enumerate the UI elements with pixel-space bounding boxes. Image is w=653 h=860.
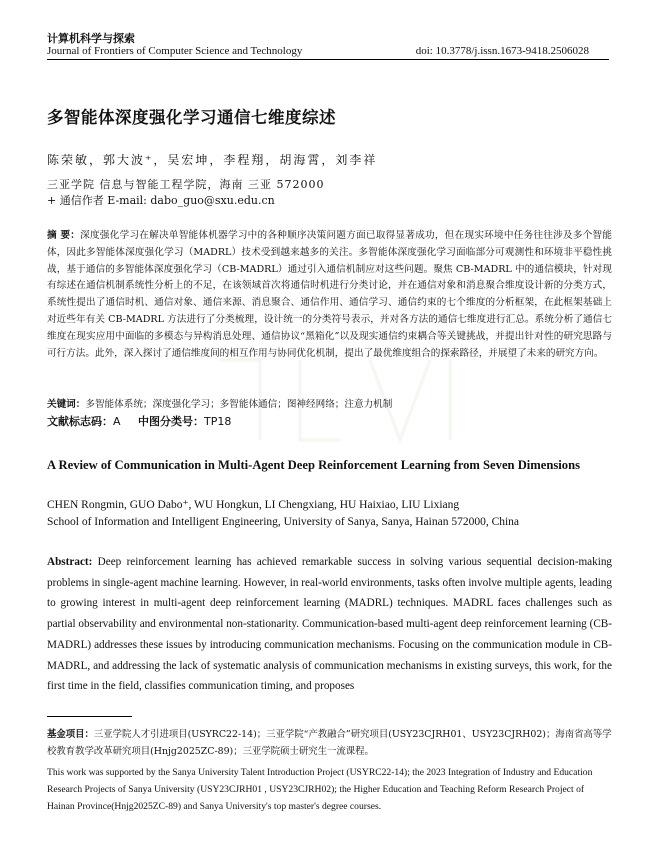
paper-title-en: A Review of Communication in Multi-Agent Deep Reinforcement Learning from Seven Dimensions [47,458,580,472]
doi-label: doi: 10.3778/j.issn.1673-9418.2506028 [415,45,589,57]
abstract-en-label: Abstract: [47,556,93,568]
cls-code-value: TP18 [204,415,232,428]
journal-name-en: Journal of Frontiers of Computer Science and Technology [47,45,303,57]
funding-cn [47,726,612,760]
doc-code-value: A [113,415,121,428]
footnote-rule [47,716,132,717]
funding-en: This work was supported by the Sanya University Talent Introduction Project (USYRC22-14); the 2023 Integration of Industry and Education Research Projects of Sanya University (USY23CJRH01 , USY23CJRH02); the Higher Education and Teaching Reform Research Project of Hainan Province(Hnjg2025ZC-89) and Sanya University's top master's degree courses. [47,767,593,812]
paper-title-cn: 多智能体深度强化学习通信七维度综述 [47,108,336,127]
keywords-cn [47,396,392,410]
abstract-cn [47,228,612,362]
authors-cn: 陈荣敏，郭大波⁺，吴宏坤，李程翔，胡海霄，刘李祥 [47,153,378,167]
funding-cn-text: 三亚学院人才引进项目(USYRC22-14)；三亚学院“产教融合”研究项目(USY23CJRH01、USY23CJRH02)；海南省高等学校教育教学改革研究项目(Hnjg2025ZC-89)；三亚学院硕士研究生一流课程。 [47,729,612,757]
affiliation-en: School of Information and Intelligent Engineering, University of Sanya, Sanya, Hainan 572000, China [47,516,520,528]
cls-code-label: 中图分类号： [138,415,205,428]
keywords-cn-label: 关键词： [47,399,86,410]
corresponding-author-cn: + 通信作者 E-mail: dabo_guo@sxu.edu.cn [47,194,275,207]
doc-code-label: 文献标志码： [47,415,113,428]
classification-cn [47,413,231,429]
journal-name-cn: 计算机科学与探索 [47,32,135,45]
funding-cn-label: 基金项目： [47,729,94,740]
authors-en: CHEN Rongmin, GUO Dabo⁺, WU Hongkun, LI Chengxiang, HU Haixiao, LIU Lixiang [47,499,460,511]
abstract-en [47,552,612,697]
affiliation-cn: 三亚学院 信息与智能工程学院，海南 三亚 572000 [47,178,325,191]
keywords-cn-text: 多智能体系统；深度强化学习；多智能体通信；图神经网络；注意力机制 [85,399,393,410]
abstract-en-text: Deep reinforcement learning has achieved remarkable success in solving various sequential decision-making problems in single-agent machine learning. However, in real-world environments, tasks often involve multiple agents, leading to growing interest in multi-agent deep reinforcement learning (MADRL) techniques. MADRL faces challenges such as partial observability and environmental non-stationarity. Communication-based multi-agent deep reinforcement learning (CB-MADRL) addresses these issues by introducing communication mechanisms. Focusing on the communication module in CB-MADRL, and addressing the lack of systematic analysis of communication mechanisms in existing surveys, this work, for the first time in the field, classifies communication timing, and proposes [47,556,613,693]
abstract-cn-text: 深度强化学习在解决单智能体机器学习中的各种顺序决策问题方面已取得显著成功，但在现实环境中任务往往涉及多个智能体，因此多智能体深度强化学习（MADRL）技术受到越来越多的关注。多智能体深度强化学习面临部分可观测性和环境非平稳性挑战，基于通信的多智能体深度强化学习（CB-MADRL）通过引入通信机制应对这些问题。聚焦 CB-MADRL 中的通信模块，针对现有综述在通信机制系统性分析上的不足，在该领域首次将通信时机进行分类讨论，并在通信对象和消息聚合维度设计新的分类方式，系统性提出了通信时机、通信对象、通信来源、消息聚合、通信作用、通信学习、通信约束的七个维度的分析框架，在此框架基础上对近些年有关 CB-MADRL 方法进行了分类梳理，设计统一的分类符号表示，并对各方法的通信七维度进行汇总。系统分析了通信七维度在现实应用中面临的多模态与异构消息处理、通信协议“黑箱化”以及现实通信约束耦合等关键挑战，并提出针对性的研究思路与可行方法。此外，深入探讨了通信维度间的相互作用与协同优化机制，提出了最优维度组合的探索路径，并展望了未来的研究方向。 [47,230,613,359]
abstract-cn-label: 摘 要： [47,230,81,241]
header-rule [47,59,609,60]
